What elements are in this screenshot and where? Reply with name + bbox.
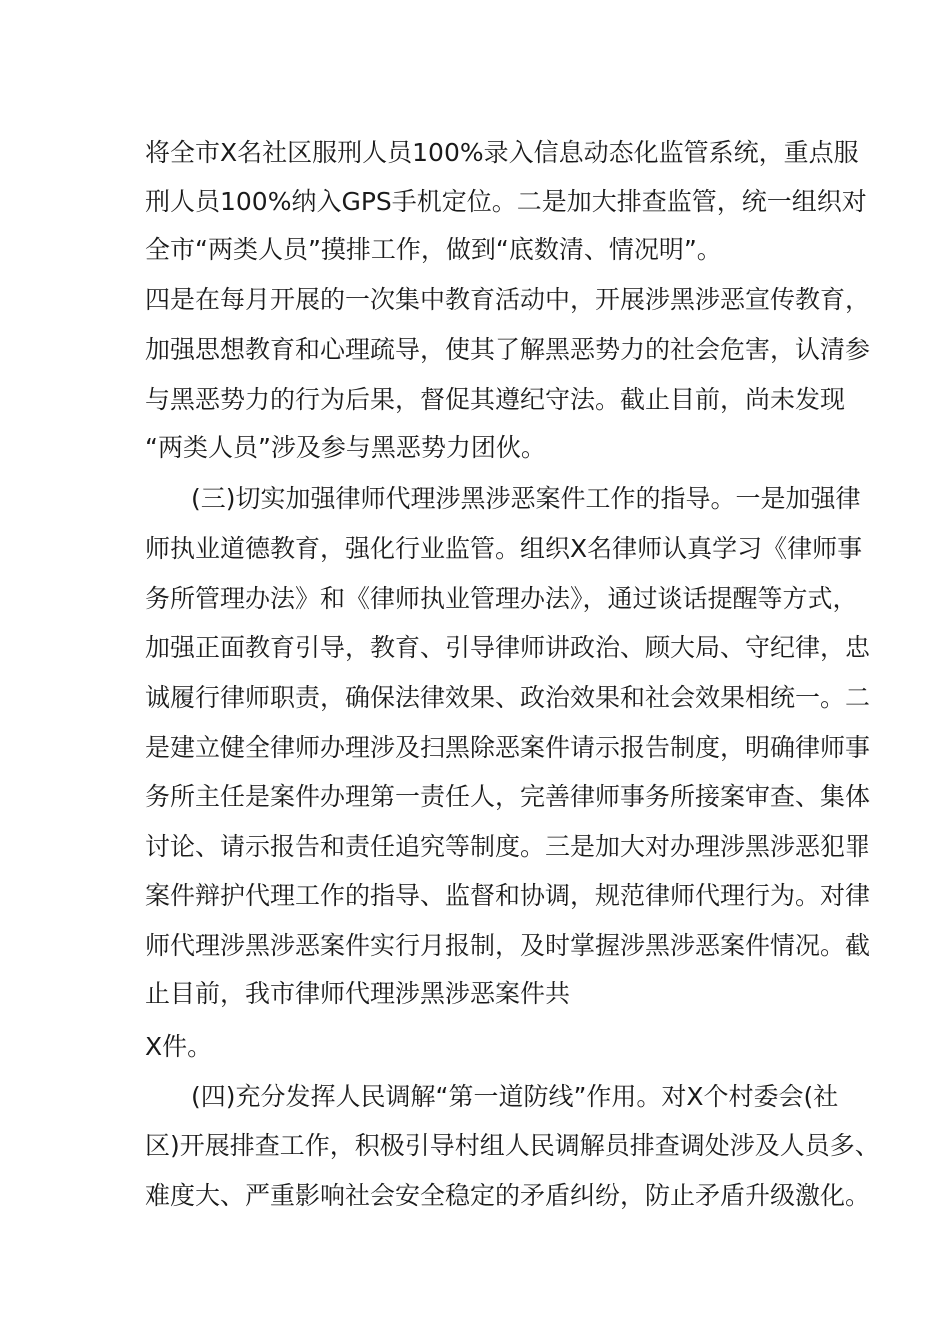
text-line: 务所主任是案件办理第一责任人，完善律师事务所接案审查、集体 <box>145 782 871 811</box>
text-line: 加强思想教育和心理疏导，使其了解黑恶势力的社会危害，认清参 <box>145 335 871 364</box>
text-line: 诚履行律师职责，确保法律效果、政治效果和社会效果相统一。二 <box>145 683 871 712</box>
text-line: (三)切实加强律师代理涉黑涉恶案件工作的指导。一是加强律 <box>191 484 861 513</box>
text-line: 是建立健全律师办理涉及扫黑除恶案件请示报告制度，明确律师事 <box>145 733 871 762</box>
text-line: (四)充分发挥人民调解“第一道防线”作用。对X个村委会(社 <box>191 1082 839 1111</box>
text-line: 讨论、请示报告和责任追究等制度。三是加大对办理涉黑涉恶犯罪 <box>145 832 871 861</box>
text-line: 务所管理办法》和《律师执业管理办法》，通过谈话提醒等方式， <box>145 584 858 613</box>
text-line: 师执业道德教育，强化行业监管。组织X名律师认真学习《律师事 <box>145 534 863 563</box>
text-line: X件。 <box>145 1032 213 1061</box>
text-line: 刑人员100%纳入GPS手机定位。二是加大排查监管，统一组织对 <box>145 187 867 216</box>
text-line: 将全市X名社区服刑人员100%录入信息动态化监管系统，重点服 <box>145 138 859 167</box>
text-line: 全市“两类人员”摸排工作，做到“底数清、情况明”。 <box>145 235 722 264</box>
text-line: 区)开展排查工作，积极引导村组人民调解员排查调处涉及人员多、 <box>145 1131 880 1160</box>
text-line: 难度大、严重影响社会安全稳定的矛盾纠纷，防止矛盾升级激化。 <box>145 1181 871 1210</box>
text-line: 与黑恶势力的行为后果，督促其遵纪守法。截止目前，尚未发现 <box>145 385 846 414</box>
text-line: 加强正面教育引导，教育、引导律师讲政治、顾大局、守纪律，忠 <box>145 633 871 662</box>
text-line: 案件辩护代理工作的指导、监督和协调，规范律师代理行为。对律 <box>145 881 871 910</box>
text-line: 四是在每月开展的一次集中教育活动中，开展涉黑涉恶宣传教育， <box>145 285 871 314</box>
text-line: 止目前，我市律师代理涉黑涉恶案件共 <box>145 979 571 1008</box>
text-line: 师代理涉黑涉恶案件实行月报制，及时掌握涉黑涉恶案件情况。截 <box>145 931 871 960</box>
text-line: “两类人员”涉及参与黑恶势力团伙。 <box>145 433 546 462</box>
